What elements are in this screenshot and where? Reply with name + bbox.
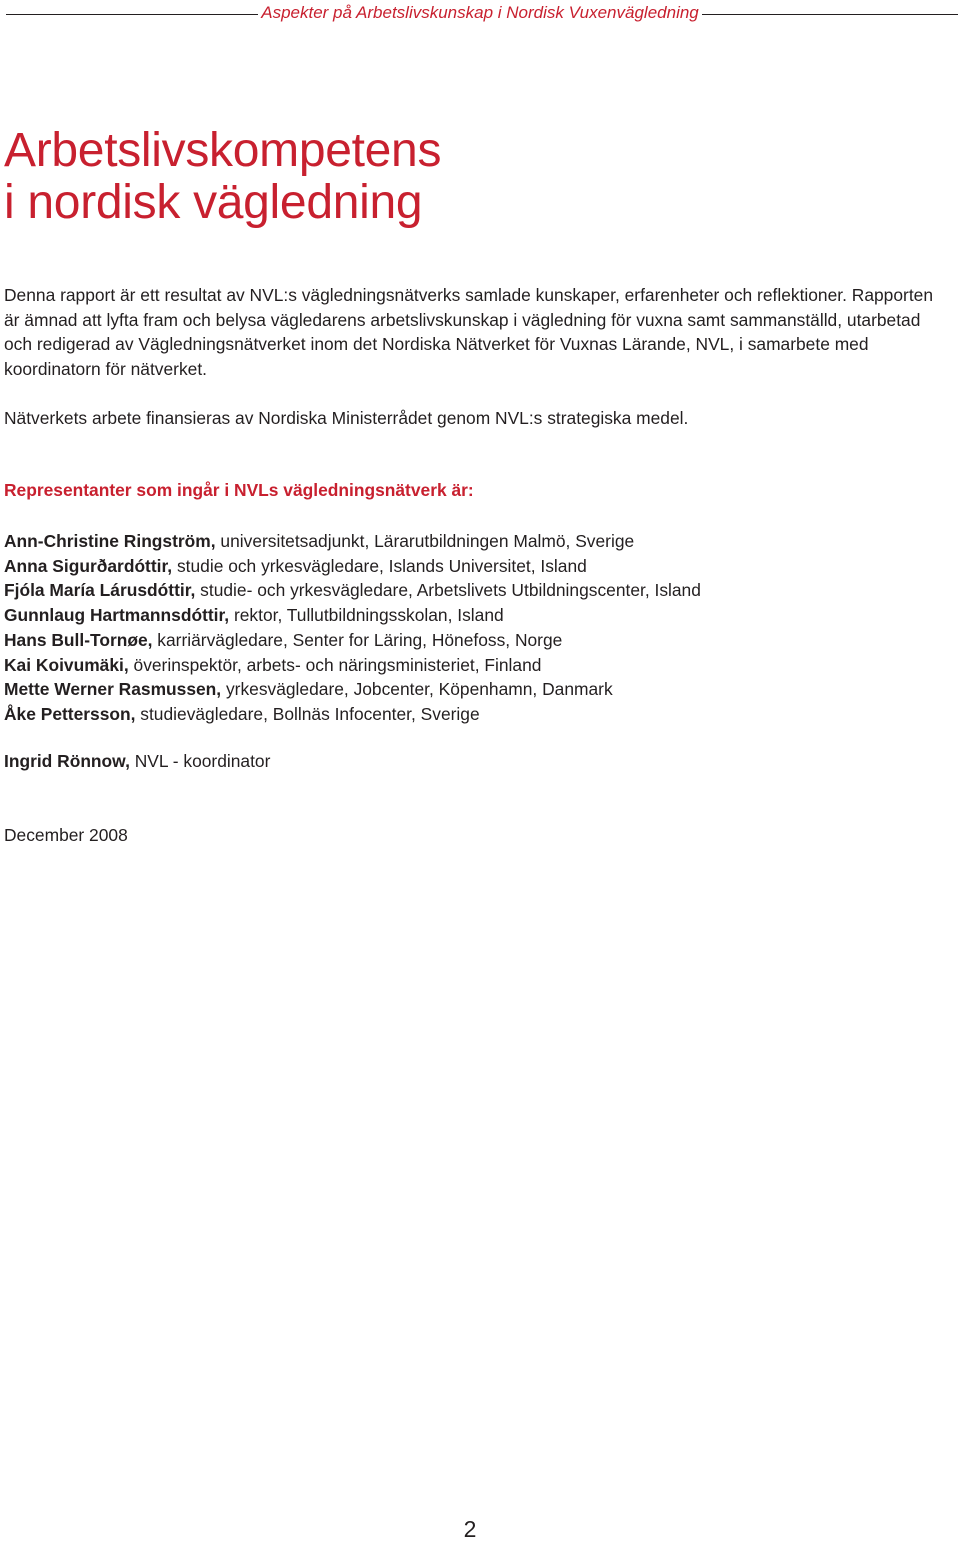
- page-title-line-1: Arbetslivskompetens: [4, 124, 442, 177]
- list-item: [4, 653, 701, 678]
- member-name: Kai Koivumäki,: [4, 654, 129, 675]
- member-role: studie och yrkesvägledare, Islands Universitet, Island: [172, 555, 587, 576]
- member-role: studie- och yrkesvägledare, Arbetslivets Utbildningscenter, Island: [195, 580, 701, 601]
- coordinator-name: Ingrid Rönnow,: [4, 751, 130, 771]
- member-name: Ann-Christine Ringström,: [4, 531, 216, 551]
- member-role: studievägledare, Bollnäs Infocenter, Sverige: [135, 703, 480, 724]
- intro-paragraph: Denna rapport är ett resultat av NVL:s vägledningsnätverks samlade kunskaper, erfarenheter och reflektioner. Rapporten är ämnad att lyfta fram och belysa vägledarens arbetslivskunskap i vägledning för vuxna samt sammanställd, utarbetad och redigerad av Vägledningsnätverket inom det Nordiska Nätverket för Vuxnas Lärande, NVL, i samarbete med koordinatorn för nätverket.: [4, 285, 933, 379]
- member-name: Fjóla María Lárusdóttir,: [4, 580, 196, 601]
- member-role: universitetsadjunkt, Lärarutbildningen Malmö, Sverige: [215, 531, 635, 551]
- list-item: [4, 603, 701, 628]
- funding-paragraph: Nätverkets arbete finansieras av Nordiska Ministerrådet genom NVL:s strategiska medel.: [4, 408, 689, 428]
- member-name: Hans Bull-Tornøe,: [4, 629, 153, 650]
- member-name: Anna Sigurðardóttir,: [4, 555, 173, 576]
- header-rule-left: [6, 14, 258, 15]
- representatives-heading: Representanter som ingår i NVLs vägledningsnätverk är:: [4, 480, 474, 500]
- running-header: [0, 0, 960, 30]
- list-item: [4, 529, 701, 554]
- coordinator-role: NVL - koordinator: [129, 751, 271, 771]
- member-name: Åke Pettersson,: [4, 703, 136, 724]
- member-role: yrkesvägledare, Jobcenter, Köpenhamn, Danmark: [221, 679, 613, 700]
- list-item: [4, 702, 701, 727]
- list-item: [4, 554, 701, 579]
- coordinator-line: [4, 751, 270, 772]
- header-rule-right: [702, 14, 958, 15]
- page-number: 2: [463, 1516, 477, 1542]
- member-name: Gunnlaug Hartmannsdóttir,: [4, 605, 230, 626]
- page-title: [4, 125, 441, 229]
- page-title-line-2: i nordisk vägledning: [4, 176, 423, 229]
- member-role: överinspektör, arbets- och näringsministeriet, Finland: [128, 654, 542, 675]
- list-item: [4, 677, 701, 702]
- representatives-list: [4, 529, 701, 727]
- list-item: [4, 628, 701, 653]
- running-title: Aspekter på Arbetslivskunskap i Nordisk Vuxenvägledning: [261, 3, 699, 22]
- member-role: karriärvägledare, Senter for Läring, Hönefoss, Norge: [152, 629, 563, 650]
- member-name: Mette Werner Rasmussen,: [4, 679, 222, 700]
- publication-date: December 2008: [4, 825, 128, 845]
- list-item: [4, 578, 701, 603]
- member-role: rektor, Tullutbildningsskolan, Island: [229, 605, 504, 626]
